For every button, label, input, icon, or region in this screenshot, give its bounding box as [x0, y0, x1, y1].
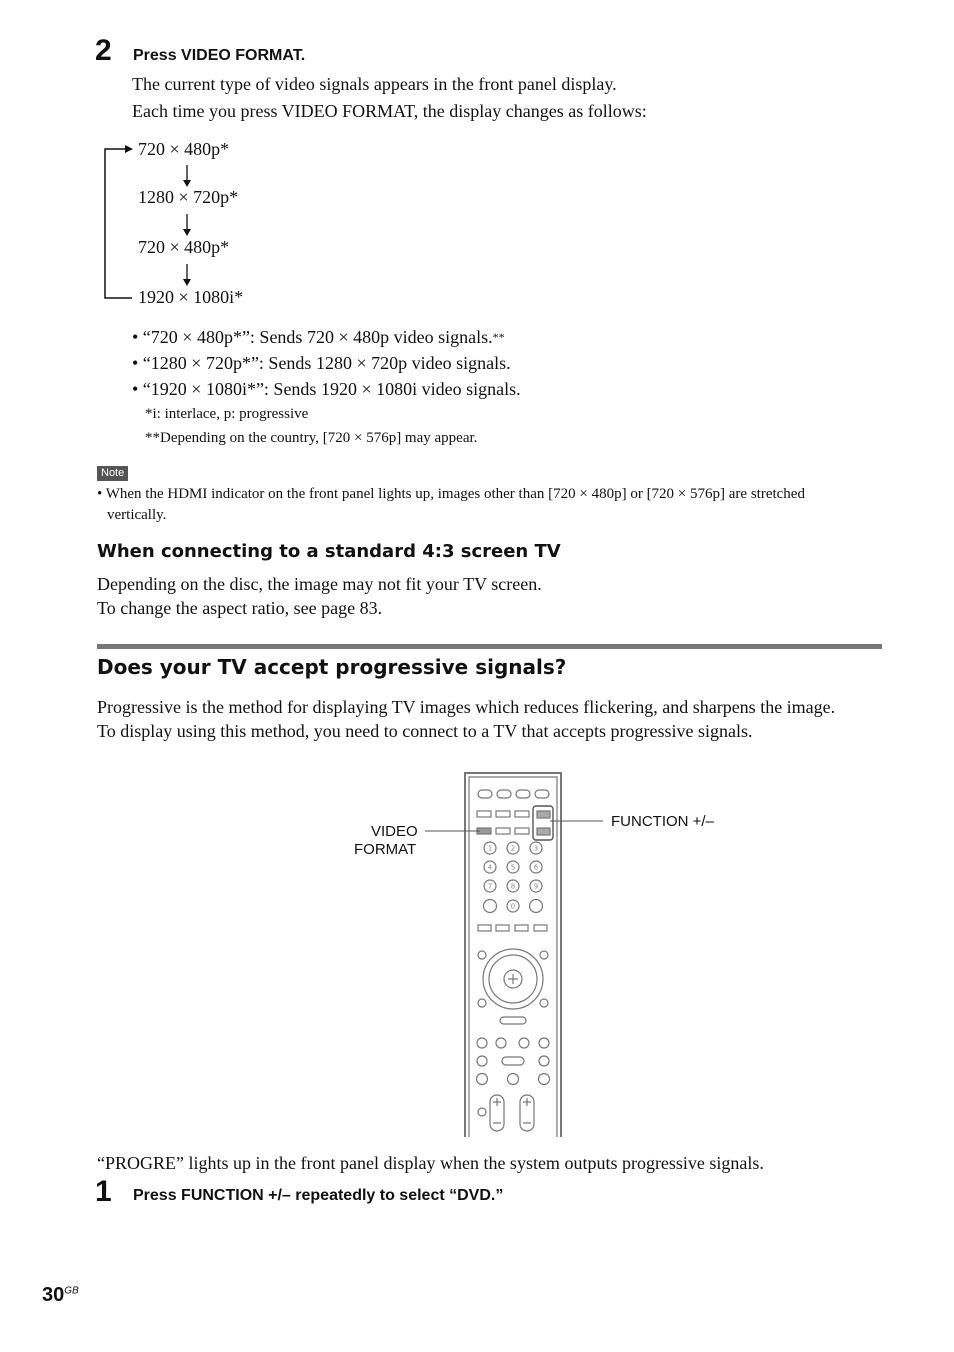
remote-key-0: 0	[510, 902, 516, 911]
remote-key-8: 8	[510, 882, 516, 891]
bullet-text: • “720 × 480p*”: Sends 720 × 480p video signals.	[132, 327, 493, 347]
footnote-2: **Depending on the country, [720 × 576p] may appear.	[145, 430, 478, 446]
sequence-item-2: 1280 × 720p*	[138, 187, 239, 207]
note-badge: Note	[97, 466, 128, 481]
sequence-item-1: 720 × 480p*	[138, 139, 230, 159]
section-43-line-1: Depending on the disc, the image may not fit your TV screen.	[97, 574, 542, 594]
section-divider	[97, 644, 882, 649]
callout-lines	[420, 815, 620, 845]
label-video: VIDEO	[371, 823, 418, 840]
bullet-mark: **	[492, 330, 505, 344]
remote-key-4: 4	[487, 863, 493, 872]
progressive-line-2: To display using this method, you need to connect to a TV that accepts progressive signals.	[97, 721, 753, 741]
remote-key-6: 6	[533, 863, 539, 872]
remote-key-5: 5	[510, 863, 516, 872]
label-function: FUNCTION +/–	[611, 813, 714, 830]
progressive-heading: Does your TV accept progressive signals?	[97, 655, 567, 679]
step-1-number: 1	[95, 1175, 112, 1208]
remote-key-1: 1	[487, 844, 493, 853]
progre-line: “PROGRE” lights up in the front panel display when the system outputs progressive signals.	[97, 1153, 764, 1173]
remote-key-2: 2	[510, 844, 516, 853]
page-number-value: 30	[42, 1284, 65, 1306]
step-2-number: 2	[95, 34, 112, 67]
bullet-item-2: • “1280 × 720p*”: Sends 1280 × 720p video signals.	[132, 353, 511, 373]
footnote-1: *i: interlace, p: progressive	[145, 406, 309, 422]
label-format: FORMAT	[354, 841, 417, 858]
section-43-line-2: To change the aspect ratio, see page 83.	[97, 598, 383, 618]
step-1-title: Press FUNCTION +/– repeatedly to select “DVD.”	[133, 1187, 504, 1204]
page-number-suffix: GB	[64, 1285, 79, 1297]
bullet-item-3: • “1920 × 1080i*”: Sends 1920 × 1080i video signals.	[132, 379, 521, 399]
step-2-line-2: Each time you press VIDEO FORMAT, the display changes as follows:	[132, 101, 647, 121]
progressive-line-1: Progressive is the method for displaying TV images which reduces flickering, and sharpens the image.	[97, 697, 836, 717]
sequence-loop-arrows	[100, 140, 230, 310]
sequence-item-4: 1920 × 1080i*	[138, 287, 244, 307]
step-2-title: Press VIDEO FORMAT.	[133, 47, 306, 64]
remote-key-3: 3	[533, 844, 539, 853]
note-line-2: vertically.	[107, 507, 167, 523]
sequence-item-3: 720 × 480p*	[138, 237, 230, 257]
remote-key-9: 9	[533, 882, 539, 891]
bullet-item-1	[132, 325, 505, 349]
remote-key-7: 7	[487, 882, 493, 891]
step-2-line-1: The current type of video signals appears in the front panel display.	[132, 74, 617, 94]
note-line-1: • When the HDMI indicator on the front panel lights up, images other than [720 × 480p] or [720 × 576p] are stretched	[97, 486, 805, 502]
section-43-heading: When connecting to a standard 4:3 screen TV	[97, 541, 561, 562]
page-number	[42, 1284, 79, 1307]
